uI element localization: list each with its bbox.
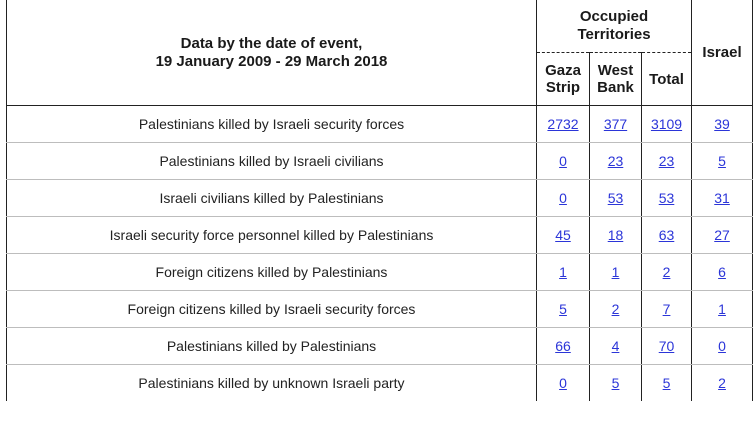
row-label: Palestinians killed by Israeli civilians <box>7 143 537 180</box>
header-group-line2: Territories <box>577 26 651 43</box>
cell-israel <box>692 180 753 217</box>
israel-link[interactable]: 39 <box>714 116 730 132</box>
header-total: Total <box>642 53 692 106</box>
cell-west <box>590 291 642 328</box>
cell-total <box>642 328 692 365</box>
header-gaza-line1: Gaza <box>545 62 581 79</box>
cell-total <box>642 254 692 291</box>
header-row-top <box>7 0 753 53</box>
total-link[interactable]: 2 <box>662 264 671 280</box>
israel-link[interactable]: 6 <box>718 264 726 280</box>
cell-gaza <box>537 217 590 254</box>
table-row <box>7 328 753 365</box>
total-link[interactable]: 5 <box>662 375 671 391</box>
header-gaza-strip <box>537 53 590 106</box>
israel-link[interactable]: 27 <box>714 227 730 243</box>
row-label: Foreign citizens killed by Palestinians <box>7 254 537 291</box>
west-bank-link[interactable]: 18 <box>607 227 624 243</box>
cell-gaza <box>537 143 590 180</box>
cell-gaza <box>537 254 590 291</box>
cell-total <box>642 143 692 180</box>
header-occupied-territories <box>537 0 692 53</box>
header-west-line2: Bank <box>597 79 634 96</box>
total-link[interactable]: 53 <box>658 190 675 206</box>
west-bank-link[interactable]: 2 <box>611 301 620 317</box>
total-link[interactable]: 3109 <box>650 116 683 132</box>
gaza-strip-link[interactable]: 2732 <box>547 116 579 132</box>
gaza-strip-link[interactable]: 0 <box>559 375 567 391</box>
row-label: Palestinians killed by Palestinians <box>7 328 537 365</box>
table-row <box>7 254 753 291</box>
west-bank-link[interactable]: 1 <box>611 264 620 280</box>
cell-total <box>642 217 692 254</box>
row-label: Palestinians killed by Israeli security forces <box>7 106 537 143</box>
cell-total <box>642 365 692 402</box>
cell-israel <box>692 106 753 143</box>
israel-link[interactable]: 0 <box>718 338 726 354</box>
cell-west <box>590 365 642 402</box>
row-label: Foreign citizens killed by Israeli security forces <box>7 291 537 328</box>
west-bank-link[interactable]: 4 <box>611 338 620 354</box>
row-label: Palestinians killed by unknown Israeli party <box>7 365 537 402</box>
cell-west <box>590 180 642 217</box>
header-west-line1: West <box>597 62 634 79</box>
cell-israel <box>692 291 753 328</box>
cell-total <box>642 180 692 217</box>
total-link[interactable]: 23 <box>658 153 675 169</box>
gaza-strip-link[interactable]: 0 <box>559 190 567 206</box>
header-west-bank <box>590 53 642 106</box>
cell-gaza <box>537 365 590 402</box>
israel-link[interactable]: 1 <box>718 301 726 317</box>
casualties-table <box>6 0 753 401</box>
west-bank-link[interactable]: 23 <box>607 153 624 169</box>
cell-israel <box>692 217 753 254</box>
cell-west <box>590 217 642 254</box>
cell-israel <box>692 254 753 291</box>
header-title-line2: 19 January 2009 - 29 March 2018 <box>155 52 388 70</box>
gaza-strip-link[interactable]: 45 <box>555 227 571 243</box>
header-israel: Israel <box>692 0 753 106</box>
total-link[interactable]: 7 <box>662 301 671 317</box>
gaza-strip-link[interactable]: 5 <box>559 301 567 317</box>
table-row <box>7 180 753 217</box>
cell-gaza <box>537 106 590 143</box>
israel-link[interactable]: 31 <box>714 190 730 206</box>
israel-link[interactable]: 2 <box>718 375 726 391</box>
row-label: Israeli civilians killed by Palestinians <box>7 180 537 217</box>
cell-gaza <box>537 291 590 328</box>
table-row <box>7 143 753 180</box>
table-row <box>7 217 753 254</box>
table-row <box>7 365 753 402</box>
gaza-strip-link[interactable]: 0 <box>559 153 567 169</box>
row-label: Israeli security force personnel killed by Palestinians <box>7 217 537 254</box>
cell-west <box>590 254 642 291</box>
header-group-line1: Occupied <box>579 8 649 25</box>
total-link[interactable]: 70 <box>658 338 675 354</box>
cell-west <box>590 143 642 180</box>
cell-total <box>642 106 692 143</box>
total-link[interactable]: 63 <box>658 227 675 243</box>
cell-west <box>590 328 642 365</box>
cell-gaza <box>537 180 590 217</box>
table-header <box>7 0 753 106</box>
cell-israel <box>692 365 753 402</box>
table-row <box>7 106 753 143</box>
cell-west <box>590 106 642 143</box>
cell-gaza <box>537 328 590 365</box>
cell-total <box>642 291 692 328</box>
west-bank-link[interactable]: 5 <box>611 375 620 391</box>
israel-link[interactable]: 5 <box>718 153 726 169</box>
table-row <box>7 291 753 328</box>
gaza-strip-link[interactable]: 66 <box>555 338 571 354</box>
gaza-strip-link[interactable]: 1 <box>559 264 567 280</box>
cell-israel <box>692 143 753 180</box>
cell-israel <box>692 328 753 365</box>
west-bank-link[interactable]: 377 <box>603 116 628 132</box>
west-bank-link[interactable]: 53 <box>607 190 624 206</box>
header-date-range <box>7 0 537 106</box>
header-gaza-line2: Strip <box>545 79 581 96</box>
table-body <box>7 106 753 402</box>
header-title-line1: Data by the date of event, <box>180 34 363 52</box>
